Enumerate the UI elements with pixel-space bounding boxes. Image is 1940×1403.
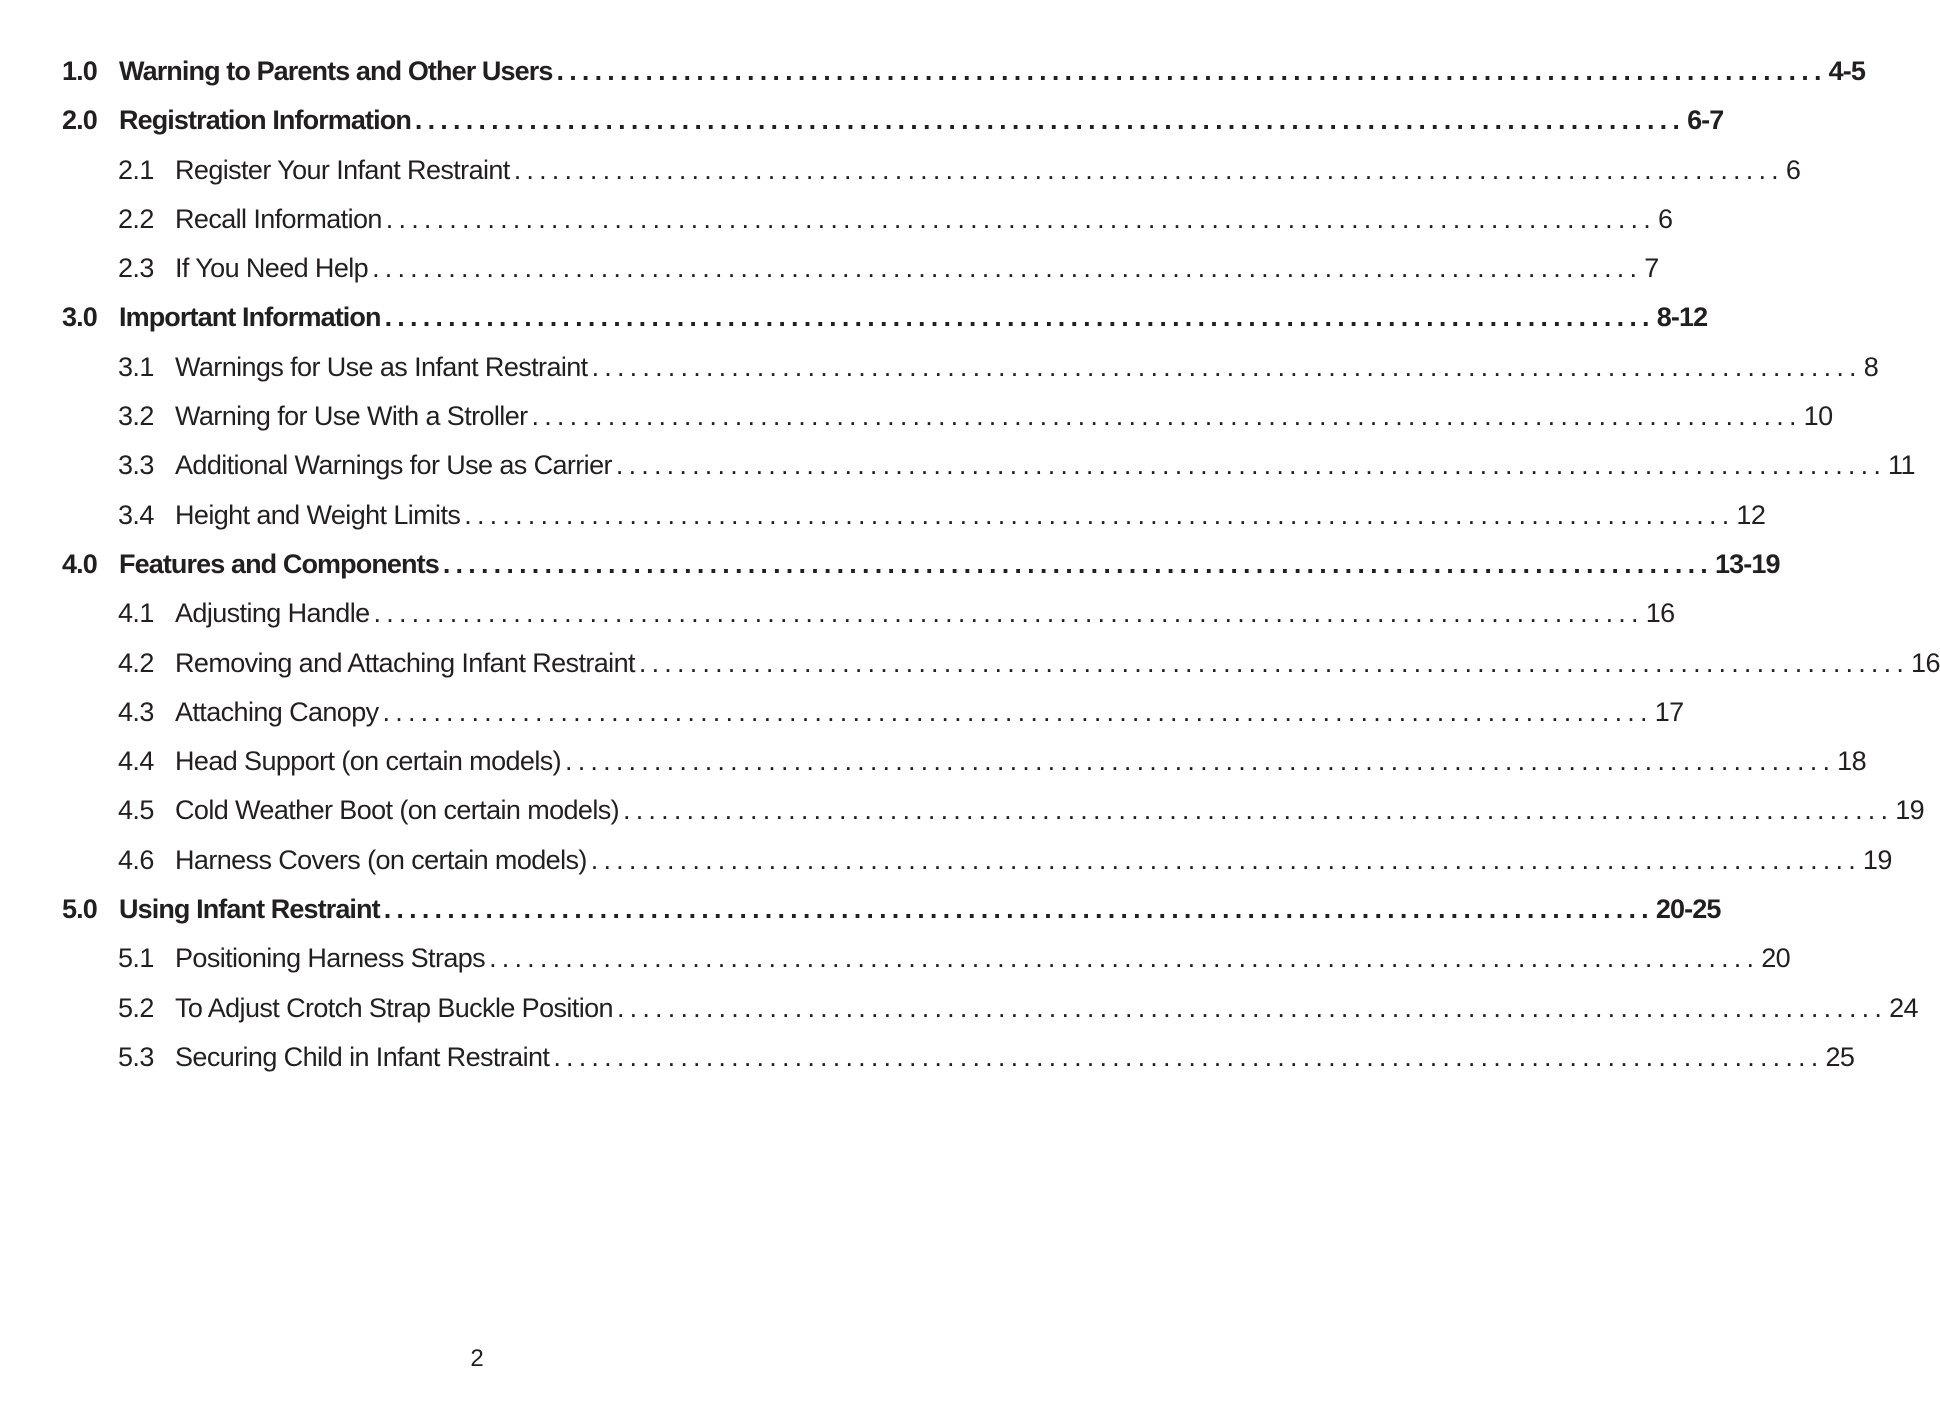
- toc-entry-number: 2.0: [62, 105, 97, 136]
- toc-entry-title: Additional Warnings for Use as Carrier: [175, 441, 616, 490]
- toc-entry-title: Registration Information: [119, 96, 415, 145]
- toc-subentry[interactable]: [0, 1033, 1855, 1082]
- toc-entry[interactable]: [0, 96, 1724, 145]
- toc-entry-title: Warning for Use With a Stroller: [175, 392, 532, 441]
- toc-entry-page: 8-12: [1656, 302, 1708, 333]
- toc-entry-page: 11: [1888, 450, 1915, 481]
- toc-entry-leader: [119, 47, 1865, 96]
- toc-entry-title: Features and Components: [119, 540, 443, 589]
- toc-entry-title: Warnings for Use as Infant Restraint: [175, 343, 592, 392]
- toc-subentry[interactable]: [0, 441, 1915, 490]
- dot-leader: ....................................................................................................: [464, 499, 1735, 530]
- dot-leader: ....................................................................................................: [553, 1041, 1824, 1072]
- toc-entry-page: 19: [1862, 844, 1892, 875]
- dot-leader: ....................................................................................................: [590, 844, 1861, 875]
- toc-entry-page: 19: [1895, 795, 1925, 826]
- toc-subentry[interactable]: [0, 984, 1918, 1033]
- toc-subentry[interactable]: [0, 934, 1791, 983]
- toc-entry-title: To Adjust Crotch Strap Buckle Position: [175, 984, 617, 1033]
- toc-entry-page: 20: [1761, 943, 1791, 974]
- toc-entry-leader: [175, 1033, 1855, 1082]
- toc-entry-number: 5.2: [118, 992, 154, 1023]
- toc-entry-leader: [175, 491, 1766, 540]
- toc-entry-number: 3.4: [118, 499, 154, 530]
- toc-entry-title: Recall Information: [175, 195, 386, 244]
- toc-entry-page: 6-7: [1687, 105, 1724, 136]
- toc-subentry[interactable]: [0, 836, 1892, 885]
- toc-entry-number: 2.3: [118, 253, 154, 284]
- dot-leader: ....................................................................................................: [373, 598, 1644, 629]
- toc-entry-number: 4.1: [118, 598, 154, 629]
- toc-entry-leader: [175, 984, 1918, 1033]
- toc-entry-leader: [175, 589, 1675, 638]
- toc-entry-title: Cold Weather Boot (on certain models): [175, 786, 623, 835]
- dot-leader: ....................................................................................................: [623, 795, 1894, 826]
- toc-entry[interactable]: [0, 47, 1865, 96]
- toc-entry-leader: [175, 934, 1791, 983]
- dot-leader: ....................................................................................................: [414, 105, 1686, 136]
- toc-entry-page: 8: [1863, 351, 1879, 382]
- toc-entry[interactable]: [0, 540, 1780, 589]
- toc-entry-page: 7: [1644, 253, 1659, 284]
- toc-entry-leader: [175, 786, 1925, 835]
- toc-entry-number: 3.0: [62, 302, 97, 333]
- toc-entry-number: 5.1: [118, 943, 154, 974]
- toc-entry-page: 18: [1837, 746, 1867, 777]
- toc-subentry[interactable]: [0, 786, 1925, 835]
- toc-entry-title: Warning to Parents and Other Users: [119, 47, 557, 96]
- toc-entry-leader: [119, 885, 1721, 934]
- toc-entry-page: 25: [1825, 1041, 1855, 1072]
- dot-leader: ....................................................................................................: [489, 943, 1760, 974]
- toc-entry-page: 24: [1889, 992, 1918, 1023]
- dot-leader: ....................................................................................................: [531, 401, 1802, 432]
- toc-entry-title: Head Support (on certain models): [175, 737, 565, 786]
- toc-entry-page: 12: [1736, 499, 1766, 530]
- toc-subentry[interactable]: [0, 589, 1675, 638]
- toc-subentry[interactable]: [0, 343, 1879, 392]
- toc-entry-leader: [119, 540, 1780, 589]
- toc-entry-title: Important Information: [119, 293, 385, 342]
- table-of-contents: [0, 47, 1940, 1082]
- dot-leader: ....................................................................................................: [556, 56, 1827, 86]
- toc-entry-leader: [175, 146, 1801, 195]
- toc-entry-number: 3.1: [118, 351, 154, 382]
- toc-entry-number: 4.2: [118, 647, 154, 678]
- toc-entry-title: Using Infant Restraint: [119, 885, 384, 934]
- toc-entry-leader: [175, 688, 1684, 737]
- dot-leader: ....................................................................................................: [615, 450, 1887, 481]
- toc-entry-page: 4-5: [1828, 56, 1865, 86]
- toc-subentry[interactable]: [0, 639, 1940, 688]
- toc-entry-leader: [175, 244, 1659, 293]
- toc-entry-number: 2.2: [118, 203, 154, 234]
- dot-leader: ....................................................................................................: [442, 548, 1714, 579]
- toc-entry-leader: [175, 639, 1940, 688]
- toc-entry-number: 1.0: [62, 56, 97, 86]
- toc-subentry[interactable]: [0, 195, 1673, 244]
- toc-subentry[interactable]: [0, 392, 1833, 441]
- toc-entry-number: 5.0: [62, 894, 97, 925]
- dot-leader: ....................................................................................................: [385, 203, 1656, 234]
- toc-subentry[interactable]: [0, 244, 1659, 293]
- toc-entry-title: Harness Covers (on certain models): [175, 836, 591, 885]
- toc-entry-leader: [175, 392, 1833, 441]
- toc-subentry[interactable]: [0, 491, 1766, 540]
- toc-entry[interactable]: [0, 293, 1708, 342]
- toc-subentry[interactable]: [0, 688, 1684, 737]
- toc-entry-number: 4.6: [118, 844, 154, 875]
- toc-entry-number: 4.5: [118, 795, 154, 826]
- page-number: 2: [470, 1345, 484, 1372]
- toc-subentry[interactable]: [0, 146, 1801, 195]
- toc-entry-number: 4.0: [62, 548, 97, 579]
- dot-leader: ....................................................................................................: [513, 154, 1784, 185]
- toc-entry-title: Adjusting Handle: [175, 589, 374, 638]
- toc-entry-page: 17: [1654, 696, 1684, 727]
- toc-entry-page: 10: [1803, 401, 1833, 432]
- toc-entry[interactable]: [0, 885, 1721, 934]
- toc-entry-leader: [119, 96, 1724, 145]
- toc-entry-leader: [119, 293, 1708, 342]
- dot-leader: ....................................................................................................: [638, 647, 1910, 678]
- dot-leader: ....................................................................................................: [384, 302, 1655, 333]
- toc-entry-title: Attaching Canopy: [175, 688, 383, 737]
- toc-subentry[interactable]: [0, 737, 1867, 786]
- toc-entry-leader: [175, 737, 1867, 786]
- toc-entry-page: 20-25: [1655, 894, 1721, 925]
- toc-entry-leader: [175, 836, 1892, 885]
- toc-entry-title: Securing Child in Infant Restraint: [175, 1033, 553, 1082]
- toc-entry-leader: [175, 195, 1673, 244]
- toc-entry-title: Positioning Harness Straps: [175, 934, 489, 983]
- toc-entry-title: Register Your Infant Restraint: [175, 146, 514, 195]
- toc-entry-page: 6: [1657, 203, 1673, 234]
- toc-entry-number: 4.4: [118, 746, 154, 777]
- dot-leader: ....................................................................................................: [372, 253, 1643, 284]
- toc-entry-page: 13-19: [1715, 548, 1780, 579]
- toc-entry-leader: [175, 441, 1915, 490]
- toc-entry-number: 2.1: [118, 154, 154, 185]
- toc-entry-number: 3.3: [118, 450, 154, 481]
- toc-entry-title: Removing and Attaching Infant Restraint: [175, 639, 639, 688]
- toc-entry-leader: [175, 343, 1879, 392]
- dot-leader: ....................................................................................................: [382, 696, 1653, 727]
- toc-entry-title: Height and Weight Limits: [175, 491, 464, 540]
- dot-leader: ....................................................................................................: [383, 894, 1654, 925]
- toc-entry-title: If You Need Help: [175, 244, 372, 293]
- dot-leader: ....................................................................................................: [565, 746, 1836, 777]
- toc-entry-number: 4.3: [118, 696, 154, 727]
- toc-entry-page: 16: [1645, 598, 1675, 629]
- toc-entry-number: 3.2: [118, 401, 154, 432]
- toc-entry-number: 5.3: [118, 1041, 154, 1072]
- toc-entry-page: 6: [1785, 154, 1801, 185]
- toc-entry-page: 16: [1911, 647, 1940, 678]
- dot-leader: ....................................................................................................: [616, 992, 1888, 1023]
- dot-leader: ....................................................................................................: [591, 351, 1862, 382]
